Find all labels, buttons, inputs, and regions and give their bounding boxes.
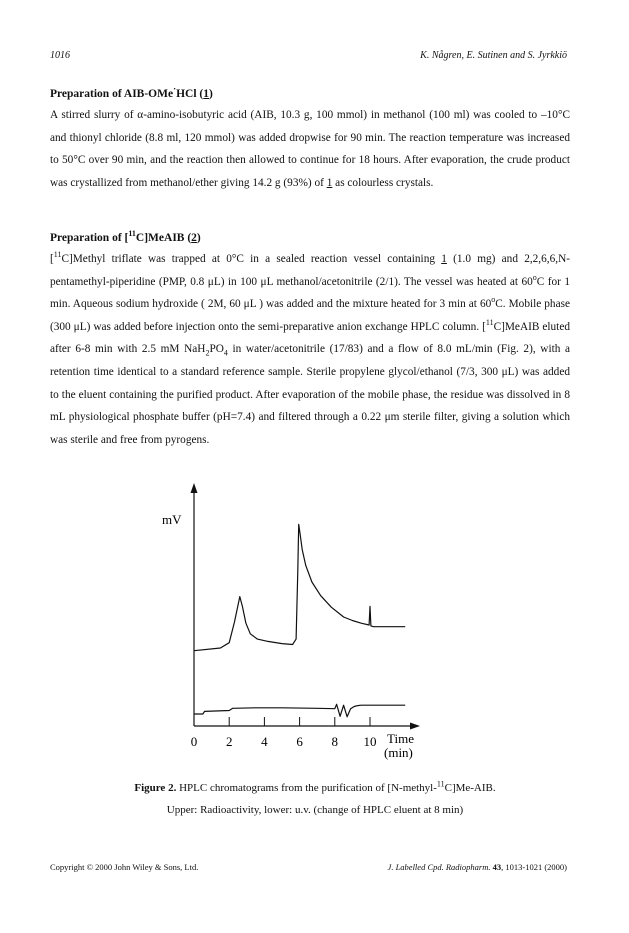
section-title-aib-ome: Preparation of AIB-OMe·HCl (1) — [50, 84, 213, 100]
x-axis-label-line2: (min) — [384, 745, 413, 760]
paragraph-mea-ib: [$^{11}$C]Methyl triflate was trapped at 0°C in a sealed reaction vessel containing 1 (1.0 mg) and 2,2,6,6,N-pentamethyl-piperidine (PMP, 0.8 μL) in 100 μL methanol/acetonitrile (2/1). The vessel was heated at 60$^o$C for 1 min. Aqueous sodium hydroxide ( 2M, 60 μL ) was added and the mixture heated for 3 min at 60$^o$C. Mobile phase (300 μL) was added before injection onto the semi-preparative anion exchange HPLC column. [$^{11}$C]MeAIB eluted after 6-8 min with 2.5 mM $NaH_2PO_4$ in water/acetonitrile (17/83) and a flow of 8.0 mL/min (Fig. 2), with a retention time identical to a standard reference sample. Sterile propylene glycol/ethanol (7/3, 300 μL) was added to the eluent containing the purified product. After evaporation of the mobile phase, the residue was dissolved in 8 mL physiological phosphate buffer (pH=7.4) and filtered through a 0.22 μm sterile filter, giving a solution which was sterile and free from pyrogens. — [50, 250, 571, 446]
running-header-authors: K. Någren, E. Sutinen and S. Jyrkkiö — [420, 50, 567, 61]
uv-trace — [194, 704, 405, 716]
x-tick-label: 6 — [296, 734, 303, 749]
x-tick-label: 10 — [363, 734, 377, 749]
x-axis-label-line1: Time — [387, 731, 414, 746]
x-tick-label: 8 — [331, 734, 339, 749]
page-number: 1016 — [50, 50, 70, 61]
section-title-mea-ib: Preparation of [$^{11}$C]MeAIB (2) — [50, 229, 201, 244]
figure-caption-line1: Figure 2. HPLC chromatograms from the purification of [N-methyl-$^{11}$C]Me-AIB. — [134, 779, 496, 794]
y-axis-arrow — [191, 483, 198, 493]
x-tick-label: 4 — [261, 734, 268, 749]
y-axis-label: mV — [162, 512, 182, 527]
hplc-chromatogram-chart — [150, 480, 450, 772]
radioactivity-trace — [194, 524, 405, 650]
footer-copyright: Copyright © 2000 John Wiley & Sons, Ltd. — [50, 862, 199, 872]
footer-journal-citation: J. Labelled Cpd. Radiopharm. 43, 1013-1021 (2000) — [387, 862, 567, 872]
figure-caption-line2: Upper: Radioactivity, lower: u.v. (change of HPLC eluent at 8 min) — [166, 804, 464, 816]
x-tick-label: 0 — [190, 734, 198, 749]
x-axis-arrow — [410, 723, 420, 730]
paragraph-aib-ome: A stirred slurry of α-amino-isobutyric acid (AIB, 10.3 g, 100 mmol) in methanol (100 ml) was cooled to –10°C and thionyl chloride (8.8 ml, 120 mmol) was added dropwise for 90 min. The reaction temperature was increased to 50°C over 90 min, and the reaction then allowed to continue for 18 hours. After evaporation, the crude product was crystallized from methanol/ether giving 14.2 g (93%) of 1 as colourless crystals. — [50, 109, 570, 189]
x-tick-label: 2 — [225, 734, 233, 749]
